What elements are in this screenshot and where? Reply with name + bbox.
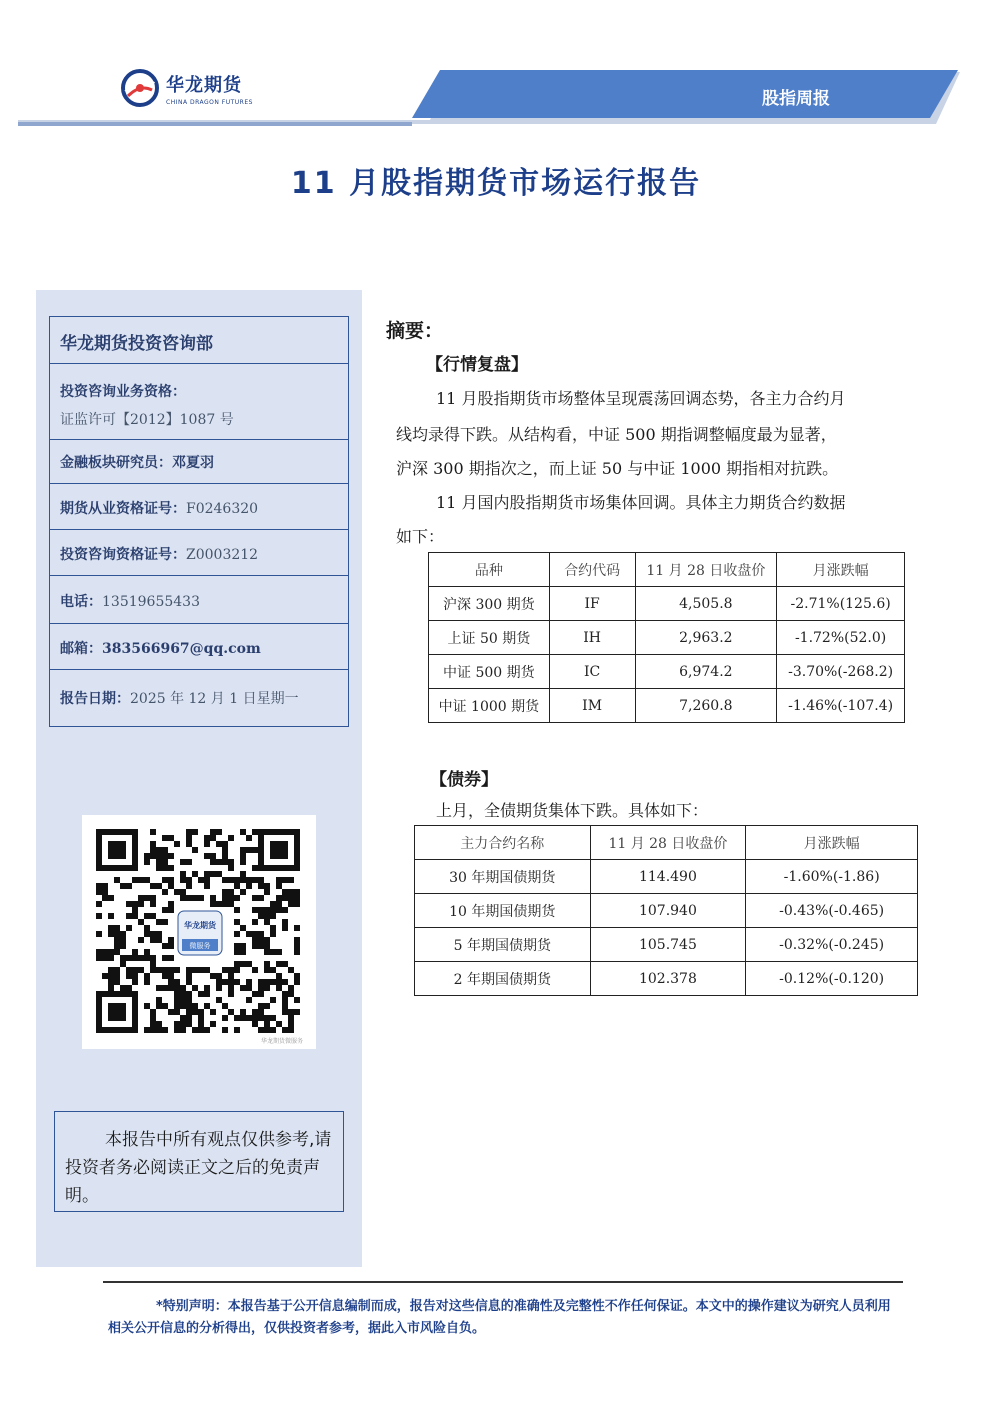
futures-cert-value: F0246320 <box>186 501 259 517</box>
bond-intro: 上月，全债期货集体下跌。具体如下： <box>436 801 709 820</box>
table-cell: -1.72%(52.0) <box>777 621 905 655</box>
phone-row <box>50 576 348 624</box>
consult-cert-row <box>50 530 348 576</box>
table-header-row <box>429 553 905 587</box>
dept-name: 华龙期货投资咨询部 <box>60 334 213 354</box>
table-header: 合约代码 <box>549 553 635 587</box>
qr-badge-top: 华龙期货 <box>184 921 216 930</box>
table-cell: 6,974.2 <box>635 655 777 689</box>
company-logo <box>120 66 280 110</box>
special-statement: *特别声明：本报告基于公开信息编制而成，报告对这些信息的准确性及完整性不作任何保证。本文中的操作建议为研究人员利用相关公开信息的分析得出，仅供投资者参考，据此入市风险自负。 <box>108 1299 891 1336</box>
date-row <box>50 670 348 726</box>
table-header: 11 月 28 日收盘价 <box>635 553 777 587</box>
logo-english-name: CHINA DRAGON FUTURES <box>166 98 253 106</box>
table-row <box>415 962 918 996</box>
market-review-line-5: 如下： <box>396 527 445 546</box>
table-cell: -0.12%(-0.120) <box>746 962 918 996</box>
table-cell: 2,963.2 <box>635 621 777 655</box>
table-cell: -1.60%(-1.86) <box>746 860 918 894</box>
market-review-heading: 【行情复盘】 <box>426 355 528 375</box>
table-cell: IC <box>549 655 635 689</box>
date-value: 2025 年 12 月 1 日星期一 <box>130 691 299 707</box>
qr-badge-bottom: 微服务 <box>189 942 211 950</box>
logo-chinese-name: 华龙期货 <box>166 74 242 96</box>
qualification-row <box>50 364 348 440</box>
table-row <box>429 621 905 655</box>
table-header: 品种 <box>429 553 550 587</box>
table-cell: -2.71%(125.6) <box>777 587 905 621</box>
table-cell: 5 年期国债期货 <box>415 928 591 962</box>
table-cell: 沪深 300 期货 <box>429 587 550 621</box>
table-cell: -0.43%(-0.465) <box>746 894 918 928</box>
table-cell: -3.70%(-268.2) <box>777 655 905 689</box>
date-label: 报告日期： <box>60 691 130 707</box>
table-cell: 4,505.8 <box>635 587 777 621</box>
table-cell: 2 年期国债期货 <box>415 962 591 996</box>
table-row <box>429 655 905 689</box>
email-value[interactable]: 383566967@qq.com <box>102 641 261 657</box>
email-label: 邮箱： <box>60 641 102 657</box>
analyst-info-box <box>49 316 349 727</box>
table-cell: 105.745 <box>590 928 746 962</box>
table-cell: 中证 1000 期货 <box>429 689 550 723</box>
consult-cert-label: 投资咨询资格证号： <box>60 547 186 563</box>
market-review-line-2: 线均录得下跌。从结构看，中证 500 期指调整幅度最为显著， <box>396 425 837 444</box>
email-row <box>50 624 348 670</box>
market-review-line-1: 11 月股指期货市场整体呈现震荡回调态势，各主力合约月 <box>436 389 846 408</box>
table-row <box>429 587 905 621</box>
table-cell: 10 年期国债期货 <box>415 894 591 928</box>
researcher-name: 邓夏羽 <box>172 455 214 471</box>
bond-heading: 【债券】 <box>430 770 498 790</box>
table-cell: IM <box>549 689 635 723</box>
table-row <box>415 894 918 928</box>
summary-heading: 摘要： <box>386 320 444 342</box>
table-cell: 102.378 <box>590 962 746 996</box>
consult-cert-value: Z0003212 <box>186 547 259 563</box>
qr-caption: 华龙期货微服务 <box>260 1038 304 1045</box>
table-cell: -0.32%(-0.245) <box>746 928 918 962</box>
table-cell: 7,260.8 <box>635 689 777 723</box>
futures-cert-row <box>50 484 348 530</box>
qualification-label: 投资咨询业务资格： <box>60 384 186 400</box>
table-cell: 114.490 <box>590 860 746 894</box>
market-review-line-3: 沪深 300 期指次之，而上证 50 与中证 1000 期指相对抗跌。 <box>396 459 839 478</box>
footer-divider <box>103 1281 903 1283</box>
page-title: 11 月股指期货市场运行报告 <box>290 166 702 201</box>
qualification-value: 证监许可【2012】1087 号 <box>60 412 234 428</box>
table-cell: 中证 500 期货 <box>429 655 550 689</box>
table-row <box>429 689 905 723</box>
table-row <box>415 860 918 894</box>
table-cell: IF <box>549 587 635 621</box>
index-futures-table <box>428 552 905 723</box>
wechat-qr-code[interactable] <box>82 815 316 1049</box>
bond-futures-table <box>414 825 918 996</box>
report-type-label: 股指周报 <box>762 89 830 109</box>
phone-value: 13519655433 <box>102 594 200 610</box>
table-header: 月涨跌幅 <box>746 826 918 860</box>
table-header: 11 月 28 日收盘价 <box>590 826 746 860</box>
table-header: 月涨跌幅 <box>777 553 905 587</box>
table-cell: -1.46%(-107.4) <box>777 689 905 723</box>
table-header-row <box>415 826 918 860</box>
researcher-row <box>50 440 348 484</box>
dragon-logo-icon <box>120 68 160 108</box>
futures-cert-label: 期货从业资格证号： <box>60 501 186 517</box>
phone-label: 电话： <box>60 594 102 610</box>
table-cell: 107.940 <box>590 894 746 928</box>
dept-row <box>50 317 348 364</box>
table-header: 主力合约名称 <box>415 826 591 860</box>
researcher-label: 金融板块研究员： <box>60 455 172 471</box>
table-cell: 上证 50 期货 <box>429 621 550 655</box>
table-cell: 30 年期国债期货 <box>415 860 591 894</box>
table-cell: IH <box>549 621 635 655</box>
disclaimer-notice: 本报告中所有观点仅供参考,请投资者务必阅读正文之后的免责声明。 <box>54 1111 344 1212</box>
market-review-line-4: 11 月国内股指期货市场集体回调。具体主力期货合约数据 <box>436 493 846 512</box>
table-row <box>415 928 918 962</box>
